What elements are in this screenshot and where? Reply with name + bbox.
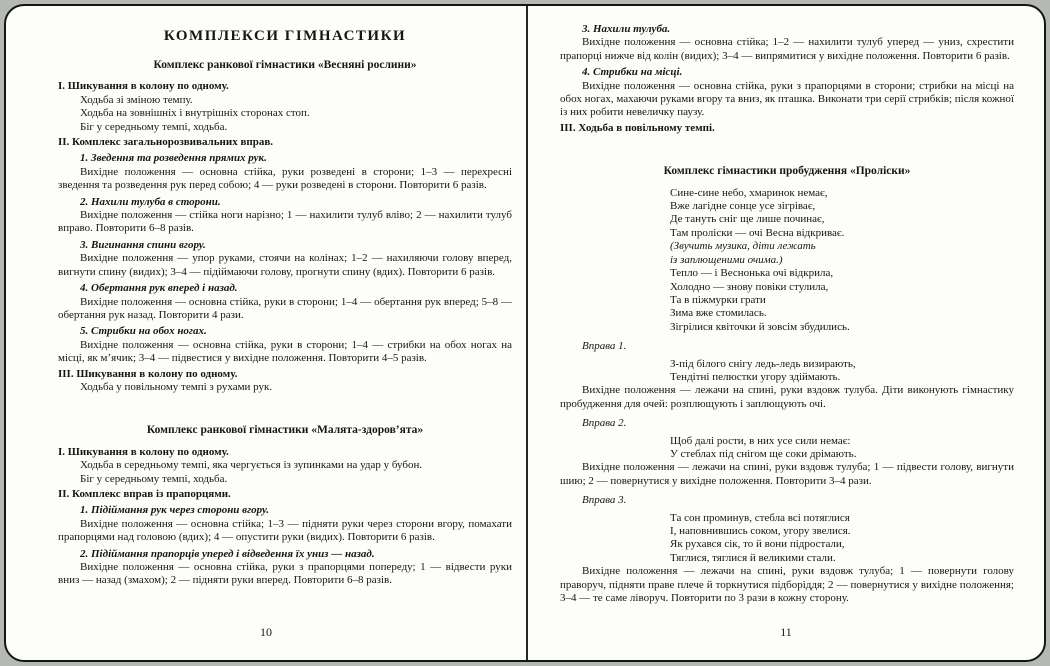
exercise-title: 5. Стрибки на обох ногах. (80, 325, 207, 338)
poem-line: Вже лагідне сонце усе зігріває, (670, 200, 816, 213)
exercise-description: Вихідне положення — основна стійка, руки розведені в сторони; 1–3 — перехресні зведення та розведення рук перед собою; 4 — руки розведені в сторони. Повторити 6 разів. (58, 165, 512, 192)
poem-block (670, 358, 1014, 385)
exercise-description: Вихідне положення — лежачи на спині, руки вздовж тулуба; 1 — повернути голову праворуч, підняти праве плече й торкнутися підборіддя; 2 — повернутися у вихідне положення; 3–4 — те саме ліворуч. Повторити по 3 рази в кожну сторону. (560, 565, 1014, 605)
exercise-title: 4. Стрибки на місці. (582, 66, 683, 79)
poem-line: У стеблах під снігом ще соки дрімають. (670, 447, 857, 460)
poem-block (670, 187, 1014, 241)
poem-line: Тепло — і Веснонька очі відкрила, (670, 267, 834, 280)
exercise-label: Вправа 3. (582, 494, 627, 507)
exercise-description: Вихідне положення — основна стійка; 1–2 — нахилити тулуб уперед — униз, схрестити прапорці нижче від колін (видих); 3–4 — випрямитися у вихідне положення. Повторити 6 разів. (560, 36, 1014, 62)
poem-line: З-під білого снігу ледь-ледь визирають, (670, 357, 856, 370)
section-heading: III. Ходьба в повільному темпі. (560, 121, 715, 134)
poem-line: Зима вже стомилась. (670, 307, 767, 320)
exercise-title: 4. Обертання рук вперед і назад. (80, 282, 238, 295)
activity-line: Ходьба в середньому темпі, яка чергується із зупинками на удар у бубон. (80, 459, 423, 472)
page-right (528, 6, 1044, 660)
activity-line: Біг у середньому темпі, ходьба. (80, 472, 228, 485)
exercise-description: Вихідне положення — основна стійка; 1–3 — підняти руки через сторони вгору, помахати прапорцями над головою (вдих); 4 — опустити руки (видих). Повторити 6 разів. (58, 517, 512, 544)
page-number-left: 10 (260, 625, 272, 639)
poem-block (670, 512, 1014, 566)
poem-line: Щоб далі рости, в них усе сили немає: (670, 434, 851, 447)
poem-line: Де тануть сніг ще лише починає, (670, 213, 825, 226)
exercise-description: Вихідне положення — основна стійка, руки в сторони; 1–4 — обертання рук вперед; 5–8 — обертання рук назад. Повторити 4 рази. (58, 295, 512, 321)
poem-line: Та сон проминув, стебла всі потяглися (670, 511, 850, 524)
poem-line: Там проліски — очі Весна відкриває. (670, 226, 845, 239)
exercise-description: Вихідне положення — упор руками, стоячи на колінах; 1–2 — нахиляючи голову вперед, вигнути спину (видих); 3–4 — підіймаючи голову, прогнути спину (вдих). Повторити 6 разів. (58, 252, 512, 278)
exercise-description: Вихідне положення — основна стійка, руки з прапорцями попереду; 1 — відвести руки вниз — назад (змахом); 2 — підняти руки вперед. Повторити 6–8 разів. (58, 561, 512, 587)
poem-line: Холодно — знову повіки стулила, (670, 280, 829, 293)
document-title: КОМПЛЕКСИ ГІМНАСТИКИ (163, 28, 407, 44)
exercise-label: Вправа 2. (582, 417, 627, 430)
poem-line: І, наповнившись соком, угору звелися. (670, 525, 851, 537)
exercise-description: Вихідне положення — лежачи на спині, руки вздовж тулуба. Діти виконують гімнастику пробудження для очей: розплющують і заплющують очі. (560, 384, 1014, 410)
exercise-title: 3. Нахили тулуба. (582, 23, 671, 35)
section-heading: II. Комплекс загальнорозвивальних вправ. (58, 136, 274, 149)
activity-line: Ходьба у повільному темпі з рухами рук. (80, 380, 273, 393)
section-heading: I. Шикування в колону по одному. (58, 80, 229, 93)
complex-heading: Комплекс ранкової гімнастики «Весняні рослини» (153, 59, 417, 71)
page-left (6, 6, 526, 660)
stage-direction (670, 240, 1014, 267)
poem-line: із заплющеними очима.) (670, 253, 783, 266)
activity-line: Ходьба на зовнішніх і внутрішніх сторонах стоп. (80, 107, 310, 120)
section-heading: II. Комплекс вправ із прапорцями. (58, 487, 231, 500)
poem-line: Як рухався сік, то й вони підростали, (670, 538, 845, 551)
exercise-description: Вихідне положення — основна стійка, руки з прапорцями в сторони; стрибки на місці на обох ногах, махаючи руками вгору та вниз, як пташка. Виконати три серії стрибків; після кожної із них робити невеличку паузу. (560, 79, 1014, 119)
exercise-label: Вправа 1. (582, 340, 627, 353)
book-spread (4, 4, 1046, 662)
activity-line: Ходьба зі зміною темпу. (80, 93, 193, 106)
exercise-title: 1. Підіймання рук через сторони вгору. (80, 504, 269, 517)
complex-heading: Комплекс гімнастики пробудження «Проліски» (663, 165, 911, 178)
exercise-title: 1. Зведення та розведення прямих рук. (80, 152, 267, 165)
exercise-description: Вихідне положення — стійка ноги нарізно; 1 — нахилити тулуб вліво; 2 — нахилити тулуб вправо. Повторити 6–8 разів. (58, 209, 512, 235)
poem-line: Тендітні пелюстки угору здіймають. (670, 370, 841, 383)
section-heading: III. Шикування в колону по одному. (58, 367, 238, 380)
poem-line: (Звучить музика, діти лежать (670, 240, 816, 253)
poem-block (670, 267, 1014, 334)
page-number-right: 11 (780, 625, 792, 639)
exercise-description: Вихідне положення — основна стійка, руки в сторони; 1–4 — стрибки на обох ногах на місці, як м’ячик; 3–4 — підвестися у вихідне положення. Повторити 4–5 разів. (58, 338, 512, 365)
poem-line: Тяглися, тяглися й великими стали. (670, 551, 836, 564)
poem-block (670, 435, 1014, 462)
poem-line: Зігрілися квіточки й зовсім збудились. (670, 320, 850, 333)
right-page-content (560, 23, 1014, 605)
poem-line: Та в піжмурки грати (670, 293, 766, 306)
exercise-title: 2. Нахили тулуба в сторони. (80, 195, 221, 208)
exercise-description: Вихідне положення — лежачи на спині, руки вздовж тулуба; 1 — підвести голову, вигнути шию; 2 — повернутися у вихідне положення. Повторити 3–4 рази. (560, 461, 1014, 487)
exercise-title: 2. Підіймання прапорців уперед і відведення їх униз — назад. (80, 547, 375, 560)
section-heading: I. Шикування в колону по одному. (58, 445, 229, 458)
complex-heading: Комплекс ранкової гімнастики «Малята-здоров’ята» (146, 424, 424, 437)
activity-line: Біг у середньому темпі, ходьба. (80, 120, 228, 133)
poem-line: Сине-сине небо, хмаринок немає, (670, 186, 828, 199)
exercise-title: 3. Вигинання спини вгору. (80, 238, 206, 251)
left-page-content (58, 59, 512, 588)
